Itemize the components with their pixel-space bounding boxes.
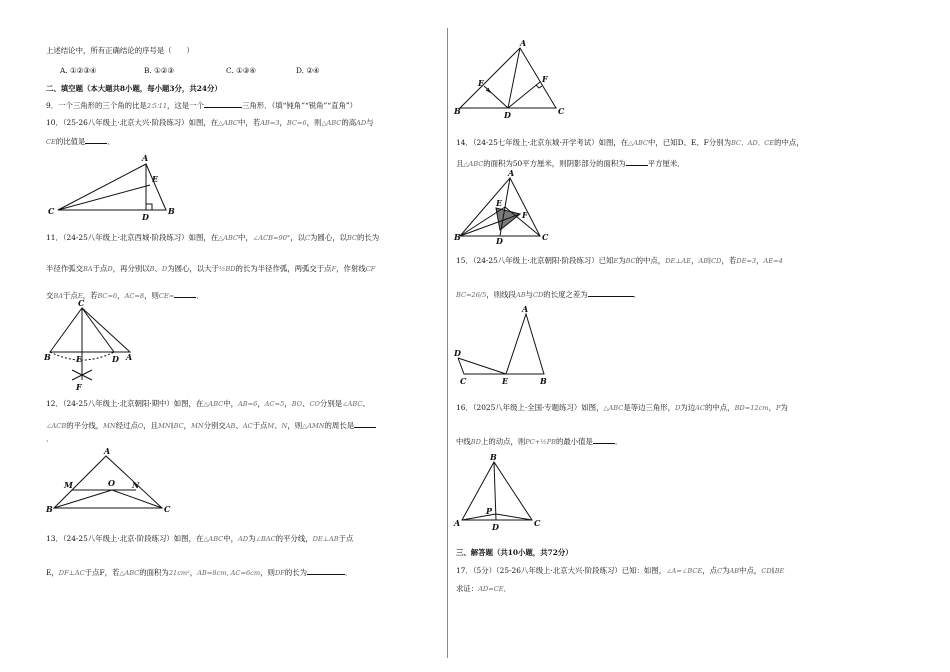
q12-math: MN (103, 422, 116, 430)
fig11-segment-cd (82, 308, 114, 352)
q16-text: 中线 (456, 437, 471, 446)
fig12-label-o: O (108, 478, 115, 488)
fig10-label-b: B (168, 206, 175, 216)
question-11-line2 (46, 264, 375, 274)
fig10-triangle-abc (58, 164, 166, 210)
q13-text: ． (345, 568, 353, 577)
q11-text: 交 (46, 291, 54, 300)
q13-text: 的面积为 (139, 568, 169, 577)
figure-q14 (454, 168, 556, 246)
fig10-label-e: E (152, 174, 159, 184)
fig12-bisector-co (112, 490, 162, 508)
q10-math: BC=6 (286, 119, 307, 127)
question-9 (46, 99, 357, 111)
fig16-segment-pc (496, 514, 532, 520)
q15-text: ， (691, 256, 699, 265)
question-14-line1 (456, 138, 804, 148)
q11-text: 、 (154, 264, 162, 273)
q13-text: 的平分线， (275, 534, 313, 543)
question-10-line2: CE的比值是 ． (46, 137, 115, 146)
question-13-line2 (46, 566, 352, 578)
q15-text: 的中点， (635, 256, 666, 265)
q17-text: ． (503, 584, 512, 593)
question-16-line2 (456, 435, 622, 447)
q17-math: AB (729, 567, 740, 575)
q12-math: ∠ACB (46, 422, 67, 430)
fig12-label-m: M (64, 480, 73, 490)
question-16-line1 (456, 403, 788, 413)
q11-math: E (77, 292, 83, 300)
q16-text: ， (768, 403, 776, 412)
figtop-bisector-ad (508, 48, 520, 108)
q13-math: ∠BAC (255, 535, 276, 543)
fig15-label-c: C (460, 376, 467, 386)
fig15-label-d: D (454, 348, 461, 358)
q13-text: 于点F，若 (84, 568, 120, 577)
fig12-label-n: N (132, 480, 140, 490)
fig15-segment-de (458, 358, 506, 374)
q9-text-d: 三角形．（填“钝角”“锐角”“直角”） (241, 101, 358, 110)
q16-text: ． (614, 437, 623, 446)
fig14-label-e: E (496, 198, 503, 208)
q13-math: AD (238, 535, 249, 543)
fig16-label-d: D (492, 522, 499, 532)
fig14-label-b: B (454, 232, 461, 242)
question-12-line1 (46, 399, 370, 409)
q12-text: 分别交 (203, 421, 226, 430)
q15-text: ． (633, 290, 642, 299)
fig16-triangle-abc (462, 462, 532, 520)
q12-math: CO (309, 400, 320, 408)
q16-text: 上的动点，则 (480, 437, 526, 446)
figtop-label-c: C (558, 106, 565, 116)
q15-math: CD (532, 291, 544, 299)
fig11-label-e: E (76, 354, 83, 364)
q11-math: CF (365, 265, 376, 273)
fig11-label-f: F (76, 382, 82, 392)
q15-math: DE=3 (736, 257, 757, 265)
q17-text: 17．（5分）（25-26八年级上·北京大兴·阶段练习）已知：如图， (456, 566, 667, 575)
question-intro: 上述结论中，所有正确结论的序号是（ ） (46, 46, 194, 55)
q16-math: D (675, 404, 681, 412)
section-2-heading: 二、填空题（本大题共8小题，每小题3分，共24分） (46, 84, 222, 93)
q15-text: 与 (525, 290, 533, 299)
q12-text: ，则 (287, 421, 303, 430)
q11-text: 的长为半径作弧，两弧交于点 (235, 264, 332, 273)
fig14-shaded-region (496, 208, 520, 230)
choice-b: B. ①②③ (144, 66, 175, 75)
q10-text: 与 (366, 118, 374, 127)
q11-text: 于点 (63, 291, 78, 300)
q14-text: 中，已知D、E、F分别为 (648, 138, 731, 147)
q12-math: MN (191, 422, 204, 430)
q12-text: ， (183, 421, 192, 430)
figtop-label-f: F (542, 74, 548, 84)
q13-text: ， (189, 568, 198, 577)
q14-text: 的中点， (774, 138, 804, 147)
q12-text: ，且 (143, 421, 159, 430)
q12-text: 的周长是 (324, 421, 355, 430)
q13-text: ，则 (260, 568, 275, 577)
q12-math: AB (225, 422, 236, 430)
question-10-line1 (46, 118, 374, 128)
q12-math: AB=6 (238, 400, 258, 408)
figtop-label-e: E (478, 78, 485, 88)
q11-math: C (304, 234, 311, 242)
q16-text: 16．（2025八年级上·全国·专题练习）如图， (456, 403, 604, 412)
q10-math: △ABC (321, 119, 342, 127)
fig10-label-d: D (142, 212, 149, 222)
fig16-label-a: A (454, 518, 461, 528)
figtop-label-d: D (504, 110, 511, 120)
q12-text: 经过点 (115, 421, 138, 430)
q9-ratio: 2∶5∶11 (146, 102, 168, 110)
q17-math: ∠A=∠BCE (666, 567, 703, 575)
q11-math: BA (82, 265, 93, 273)
q16-text: 是等边三角形， (623, 403, 676, 412)
q12-text: 12．（24-25八年级上·北京朝阳·期中）如图，在 (46, 399, 204, 408)
q11-text: 半径作弧交 (46, 264, 83, 273)
fig16-label-p: P (486, 506, 493, 516)
fig15-label-e: E (502, 376, 509, 386)
fig14-label-a: A (508, 168, 515, 178)
fig10-right-angle-mark (146, 204, 152, 210)
q17-text: 求证： (456, 584, 479, 593)
q15-math: AE=4 (763, 257, 783, 265)
q13-text: 为 (248, 534, 256, 543)
fig10-altitude-ce (58, 185, 150, 210)
fig14-label-c: C (542, 232, 549, 242)
q17-math: C (717, 567, 723, 575)
q12-math: △AMN (302, 422, 325, 430)
q10-text: 的高 (341, 118, 357, 127)
q13-math: DF⊥AC (58, 569, 85, 577)
choice-a: A. ①②③④ (60, 66, 97, 75)
q11-text: ，则 (144, 291, 159, 300)
q15-math: BC (625, 257, 636, 265)
q10-math: CE (46, 138, 56, 146)
q13-math: DF (274, 569, 285, 577)
q10-answer-blank[interactable] (85, 135, 107, 144)
q10-math: △ABC (218, 119, 238, 127)
q12-text: 、 (274, 421, 282, 430)
q11-math: ∠ACB=90° (252, 234, 291, 242)
q13-math: 21cm² (168, 569, 190, 577)
q10-math: AB=3 (260, 119, 280, 127)
q11-text: ，若 (82, 291, 98, 300)
fig15-label-a: A (522, 304, 529, 314)
q13-text: E， (46, 568, 59, 577)
fig10-label-c: C (48, 206, 55, 216)
q13-text: 的长为 (284, 568, 307, 577)
q9-answer-blank[interactable] (204, 99, 242, 108)
q11-math: BA (53, 292, 64, 300)
q11-text: ，以 (290, 233, 305, 242)
fig15-triangle-abe (506, 314, 544, 374)
q15-answer-blank[interactable] (588, 288, 634, 297)
fig11-label-d: D (112, 354, 119, 364)
q12-math: △ABC (203, 400, 224, 408)
q13-text: 13．（24-25八年级上·北京·阶段练习）如图，在 (46, 534, 204, 543)
q16-text: 为边 (680, 403, 696, 412)
figtop-right-angle-f (536, 85, 542, 88)
q11-math: F (331, 265, 337, 273)
question-17-line2 (456, 584, 511, 594)
fig12-label-a: A (104, 446, 111, 456)
q13-math: △ABC (203, 535, 224, 543)
q16-text: 的中点， (704, 403, 735, 412)
q17-math: AD=CE (478, 585, 504, 593)
q11-text: 为圆心，以大于 (167, 264, 219, 273)
q15-math: E (613, 257, 619, 265)
q12-text: ， (284, 399, 292, 408)
q17-text: 为 (722, 566, 730, 575)
choice-d: D. ②④ (296, 66, 320, 75)
q16-text: 的最小值是 (555, 437, 593, 446)
q14-text: 且 (456, 159, 464, 168)
q12-text: 、 (302, 399, 310, 408)
q12-math: M (267, 422, 275, 430)
q10-math: AD (356, 119, 367, 127)
q12-math: ∠ABC (342, 400, 363, 408)
fig14-label-d: D (496, 236, 503, 246)
q11-text: ， (117, 291, 125, 300)
q12-math: MN∥BC (158, 422, 184, 430)
q11-text: 为圆心，以 (310, 233, 347, 242)
figtop-perp-de (484, 86, 508, 108)
q10-text: ，则 (306, 118, 322, 127)
q15-text: ，若 (721, 256, 737, 265)
question-17-line1 (456, 566, 784, 576)
question-12-line3: ． (46, 434, 54, 443)
figure-q15 (456, 304, 566, 386)
q12-math: O (137, 422, 144, 430)
q16-text: 为 (780, 403, 788, 412)
q16-math: BD (470, 438, 481, 446)
question-13-line1 (46, 534, 353, 544)
q15-text: ，则线段 (486, 290, 516, 299)
q17-text: ，点 (702, 566, 718, 575)
q11-math: △ABC (218, 234, 238, 242)
q11-math: D (161, 265, 168, 273)
q12-text: 、 (235, 421, 243, 430)
q12-text: 中， (223, 399, 239, 408)
figure-q12 (46, 446, 186, 514)
q15-text: 的长度之差为 (543, 290, 588, 299)
q11-math: BC (347, 234, 358, 242)
q10-text: 10．（25-26八年级上·北京大兴·阶段练习）如图，在 (46, 118, 219, 127)
q11-text: 的长为 (357, 233, 380, 242)
q17-text: 中点， (739, 566, 762, 575)
figtop-label-b: B (454, 106, 461, 116)
q16-math: AC (695, 404, 705, 412)
fig11-label-c: C (78, 298, 85, 308)
q12-text: 于点 (252, 421, 268, 430)
q17-math: CD∥BE (761, 567, 785, 575)
fig11-label-a: A (126, 352, 133, 362)
q10-text: 中，若 (238, 118, 261, 127)
q12-math: AC=5 (264, 400, 285, 408)
q15-math: AB (515, 291, 526, 299)
question-11-line3 (46, 289, 204, 301)
q11-math: AC=8 (124, 292, 145, 300)
q14-math: BC、AD、CE (730, 139, 775, 147)
figure-q10 (46, 152, 196, 220)
choice-c: C. ①③④ (226, 66, 256, 75)
question-15-line1 (456, 256, 783, 266)
q13-math: △ABC (119, 569, 140, 577)
q11-math: CE= (158, 292, 175, 300)
q12-answer-blank[interactable] (354, 419, 376, 428)
q14-text: 14．（24-25七年级上·北京东城·开学考试）如图，在 (456, 138, 629, 147)
q11-text: ，作射线 (336, 264, 366, 273)
q12-math: AC (242, 422, 253, 430)
q11-answer-blank[interactable] (174, 289, 196, 298)
q15-math: DE⊥AE (665, 257, 692, 265)
fig12-label-b: B (46, 504, 53, 514)
q15-text: 15．（24-25八年级上·北京朝阳·阶段练习）已知 (456, 256, 614, 265)
question-15-line2 (456, 288, 641, 300)
q11-text: ． (196, 291, 204, 300)
q14-text: 平方厘米． (647, 159, 685, 168)
q9-text-a: 9．一个三角形的三个角的比是 (46, 101, 147, 110)
q15-text: ， (756, 256, 764, 265)
fig11-triangle-abc (50, 308, 130, 352)
q12-text: ， (257, 399, 265, 408)
q11-text: ，再分别以 (112, 264, 150, 273)
column-divider (447, 28, 448, 658)
q11-math: B (149, 265, 155, 273)
section-3-heading: 三、解答题（共10小题，共72分） (456, 548, 573, 557)
q16-math: △ABC (603, 404, 624, 412)
q11-text: 中， (238, 233, 253, 242)
fig12-label-c: C (164, 504, 171, 514)
question-11-line1 (46, 233, 379, 243)
fig11-label-b: B (44, 352, 51, 362)
q13-text: 于点 (338, 534, 354, 543)
q11-math: BC=6 (97, 292, 118, 300)
q11-text: 11．（24-25八年级上·北京西城·阶段练习）如图，在 (46, 233, 219, 242)
fig14-label-f: F (522, 210, 528, 220)
q12-text: 分别是 (319, 399, 343, 408)
question-12-line2 (46, 419, 376, 431)
question-14-line2 (456, 157, 685, 169)
q10-text: ， (279, 118, 287, 127)
q16-answer-blank[interactable] (593, 435, 615, 444)
q16-math: P (775, 404, 781, 412)
q15-math: BC=26/5 (456, 291, 487, 299)
fig10-label-a: A (142, 153, 149, 163)
fig15-label-b: B (540, 376, 547, 386)
q16-math: PC+½PB (525, 438, 556, 446)
q12-math: BO (291, 400, 303, 408)
fig16-label-c: C (534, 518, 541, 528)
figure-q13 (456, 40, 566, 120)
q14-text: 的面积为50平方厘米，则阴影部分的面积为 (483, 159, 626, 168)
q15-math: AB∥CD (698, 257, 722, 265)
q12-text: 、 (362, 399, 370, 408)
q14-math: △ABC (628, 139, 648, 147)
q12-math: N (281, 422, 288, 430)
q14-answer-blank[interactable] (626, 157, 648, 166)
fig16-label-b: B (490, 452, 497, 462)
q15-text: 为 (618, 256, 626, 265)
figure-q11 (44, 298, 146, 392)
q16-math: BD=12cm (734, 404, 769, 412)
q11-math: ½BD (218, 265, 236, 273)
q13-math: DE⊥AB (312, 535, 339, 543)
q14-math: △ABC (463, 160, 484, 168)
figtop-label-a: A (520, 38, 527, 48)
q12-text: 的平分线， (66, 421, 104, 430)
q13-answer-blank[interactable] (307, 566, 345, 575)
q13-math: AB=8cm, AC=6cm (197, 569, 261, 577)
q11-math: D (107, 265, 113, 273)
q13-text: 中， (223, 534, 239, 543)
q9-text-c: ，这是一个 (167, 101, 204, 110)
fig16-median-bd (494, 462, 496, 520)
q11-text: 于点 (92, 264, 108, 273)
figure-q16 (456, 452, 556, 534)
q10-text: 的比值是 (55, 137, 86, 146)
